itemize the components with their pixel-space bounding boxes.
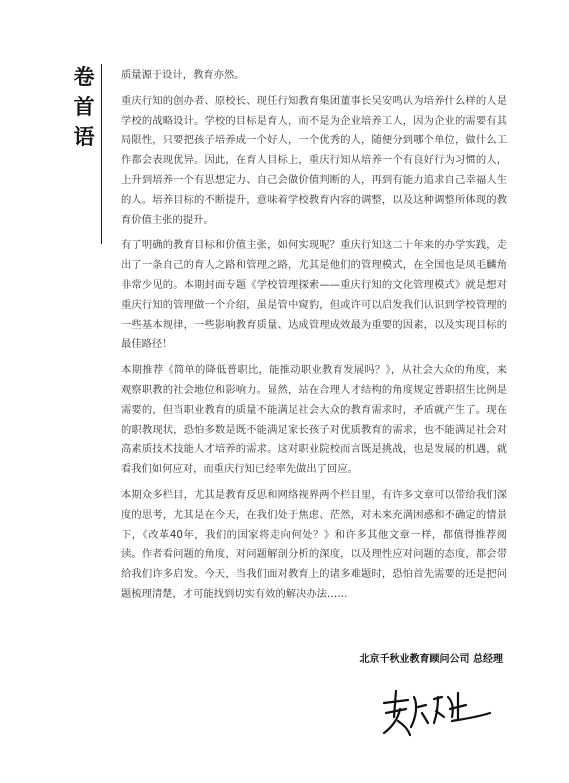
editorial-body: [121, 66, 507, 611]
signoff-title: 北京千秋业教育顾问公司 总经理: [359, 654, 503, 665]
paragraph: 质量源于设计，教育亦然。: [121, 69, 245, 81]
paragraph: 有了明确的教育目标和价值主张，如何实现呢？重庆行知这二十年来的办学实践，走出了一条自己的育人之路和管理之路，尤其是他们的管理模式，在全国也是凤毛麟角非常少见的。本期封面专题《学校管理探索——重庆行知的文化管理模式》就是想对重庆行知的管理做一个介绍，虽是管中窥豹，但或许可以启发我们认识到学校管理的一些基本规律，一些影响教育质量、达成管理成效最为重要的因素，以及实现目标的最佳路径！: [121, 239, 507, 351]
handwritten-signature: [378, 683, 494, 743]
paragraph: 本期推荐《简单的降低普职比，能推动职业教育发展吗？》，从社会大众的角度，来观察职教的社会地位和影响力。显然，站在合理人才结构的角度规定普职招生比例是需要的，但当职业教育的质量不能满足社会大众的教育需求时，矛盾就产生了。现在的职教现状，恐怕多数是既不能满足家长孩子对优质教育的需求，也不能满足社会对高素质技术技能人才培养的需求。这对职业院校而言既是挑战，也是发展的机遇，就看我们如何应对，而重庆行知已经率先做出了回应。: [121, 364, 507, 476]
vertical-divider: [101, 64, 102, 244]
section-title-char: 卷: [73, 65, 95, 89]
section-title: [64, 62, 104, 152]
section-title-char: 首: [73, 95, 95, 119]
paragraph: 重庆行知的创办者、原校长、现任行知教育集团董事长吴安鸣认为培养什么样的人是学校的战略设计。学校的目标是育人，而不是为企业培养工人，因为企业的需要有其局限性，只要把孩子培养成一个好人，一个优秀的人，随便分到哪个单位，做什么工作都会表现优异。因此，在育人目标上，重庆行知从培养一个有良好行为习惯的人，上升到培养一个有思想定力、自己会做价值判断的人，再到有能力追求自己幸福人生的人。培养目标的不断提升，意味着学校教育内容的调整，以及这种调整所体现的教育价值主张的提升。: [121, 94, 507, 226]
paragraph: 本期众多栏目，尤其是教育反思和网络视界两个栏目里，有许多文章可以带给我们深度的思考，尤其是在今天，在我们处于焦虑、茫然，对未来充满困惑和不确定的情景下，《改革40年，我们的国家将走向何处？》和许多其他文章一样，都值得推荐阅读。作者看问题的角度，对问题解剖分析的深度，以及理性应对问题的态度，都会带给我们许多启发。今天，当我们面对教育上的诸多难题时，恐怕首先需要的还是把问题梳理清楚，才可能找到切实有效的解决办法……: [121, 488, 507, 600]
section-title-char: 语: [73, 125, 95, 149]
